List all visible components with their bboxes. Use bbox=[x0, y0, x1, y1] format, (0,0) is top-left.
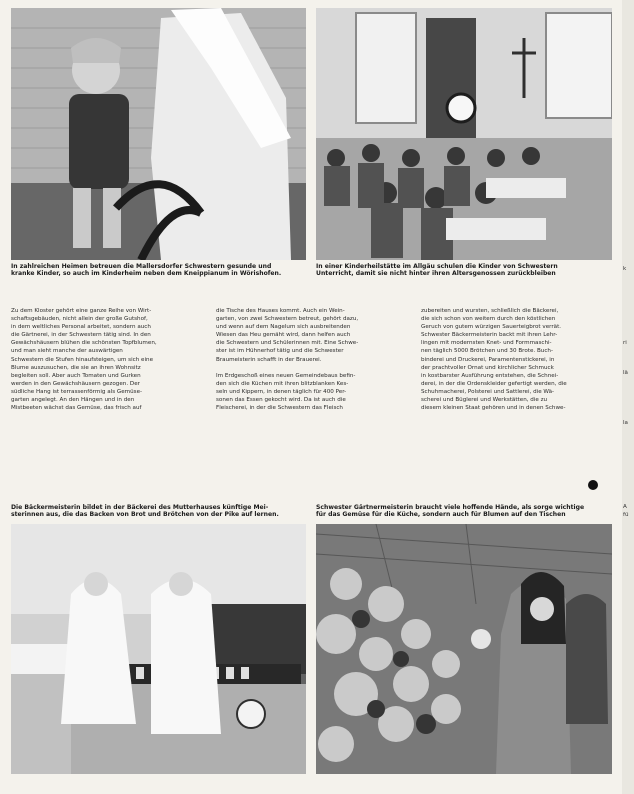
text-line: sonen das Essen gekocht wird. Da ist auch die bbox=[216, 397, 346, 404]
edge-letter: lä bbox=[623, 370, 628, 376]
text-column-1 bbox=[11, 307, 193, 455]
edge-letter: fü bbox=[623, 512, 629, 518]
text-line: der prachtvoller Ornat und kirchlicher Schmuck bbox=[421, 364, 554, 371]
text-line: Schwestern die Stufen hinaufsteigen, um sich eine bbox=[11, 356, 154, 363]
text-line: und wenn auf dem Nagelum sich ausbreitenden bbox=[216, 324, 351, 331]
text-column-3 bbox=[421, 307, 603, 455]
photo-nun-with-child bbox=[11, 8, 306, 260]
text-line: lingen mit modernsten Knet- und Formmaschi- bbox=[421, 340, 552, 347]
next-page-edge bbox=[622, 0, 634, 794]
text-line: südliche Hang ist terrassenförmig als Gemüse- bbox=[11, 388, 143, 395]
text-line: nen täglich 5000 Brötchen und 30 Brote. Buch- bbox=[421, 348, 553, 355]
text-line: Schwester Bäckermeisterin backt mit ihren Lehr- bbox=[421, 332, 558, 339]
text-line: garten angelegt. An den Hängen und in den bbox=[11, 397, 135, 404]
caption-top-right bbox=[316, 263, 612, 278]
text-column-2 bbox=[216, 307, 398, 455]
text-line: Geruch von gutem würzigen Sauerteigbrot verrät. bbox=[421, 324, 562, 331]
edge-letter: ri bbox=[623, 340, 627, 346]
text-line: werden in den Gewächshäusern gezogen. Der bbox=[11, 380, 140, 387]
text-line: Zu dem Kloster gehört eine ganze Reihe von Wirt- bbox=[11, 308, 152, 314]
text-line: die Tische des Hauses kommt. Auch ein Wein- bbox=[216, 308, 345, 314]
text-line: garten, von zwei Schwestern betreut, gehört dazu, bbox=[216, 316, 359, 323]
text-line: Braumeisterin schafft in der Brauerei. bbox=[216, 356, 322, 363]
caption-top-left bbox=[11, 263, 307, 278]
edge-letter: A bbox=[623, 504, 627, 510]
text-line: scherei und Büglerei und Werkstätten, die zu bbox=[421, 397, 548, 404]
caption-bottom-right bbox=[316, 504, 612, 519]
caption-line: Die Bäckermeisterin bildet in der Bäckerei des Mutterhauses künftige Mei- bbox=[11, 504, 269, 511]
photo-classroom bbox=[316, 8, 612, 260]
text-line: Gewächshäusern blühen die schönsten Topfblumen, bbox=[11, 340, 157, 347]
text-line: Fleischerei, in der die Schwestern das Fleisch bbox=[216, 405, 343, 412]
caption-line: Schwester Gärtnermeisterin braucht viele hoffende Hände, als sorge wichtige bbox=[316, 504, 585, 511]
text-line: diesem kleinen Staat gehören und in denen Schwe- bbox=[421, 405, 566, 412]
caption-line: Unterricht, damit sie nicht hinter ihren Altersgenossen zurückbleiben bbox=[316, 270, 556, 278]
registration-dot bbox=[588, 480, 598, 490]
text-line: den sich die Küchen mit ihren blitzblanken Kes- bbox=[216, 380, 349, 387]
photo-bakery bbox=[11, 524, 306, 774]
caption-line: sterinnen aus, die das Backen von Brot und Brötchen von der Pike auf lernen. bbox=[11, 511, 279, 519]
text-line: in dem weltliches Personal arbeitet, sondern auch bbox=[11, 324, 151, 331]
caption-line: kranke Kinder, so auch im Kinderheim neben dem Kneippianum in Wörishofen. bbox=[11, 270, 282, 278]
text-line: Mistbeeten wächst das Gemüse, das frisch auf bbox=[11, 405, 142, 412]
edge-letter: k bbox=[623, 266, 627, 272]
text-line: die Gärtnerei, in der Schwestern tätig sind. In den bbox=[11, 332, 151, 339]
text-line: Blume auszusuchen, die sie an ihren Wohnsitz bbox=[11, 364, 141, 371]
text-line: Im Erdgeschoß eines neuen Gemeindebaus befin- bbox=[216, 372, 356, 379]
photo-greenhouse bbox=[316, 524, 612, 774]
text-line: begleiten soll. Aber auch Tomaten und Gurken bbox=[11, 372, 141, 379]
text-line: in kostbarster Ausführung entstehen, die Schnei- bbox=[421, 372, 559, 379]
caption-line: In einer Kinderheilstätte im Allgäu schulen die Kinder von Schwestern bbox=[316, 263, 558, 270]
text-line: und man sieht manche der auswärtigen bbox=[11, 348, 123, 355]
edge-letter: la bbox=[623, 420, 628, 426]
text-line: derei, in der die Ordenskleider gefertigt werden, die bbox=[421, 380, 567, 387]
text-line: Schuhmacherei, Polsterei und Sattlerei, die Wä- bbox=[421, 388, 555, 395]
text-line: die Schwestern und Schülerinnen mit. Eine Schwe- bbox=[216, 340, 359, 347]
text-line bbox=[216, 364, 398, 372]
text-line: binderei und Druckerei, Paramentenstickerei, in bbox=[421, 356, 555, 363]
text-line: seln und Kippern, in denen täglich für 400 Per- bbox=[216, 388, 347, 395]
text-line: Wiesen das Heu gemäht wird, dann helfen auch bbox=[216, 332, 351, 339]
text-line: ster ist im Hühnerhof tätig und die Schwester bbox=[216, 348, 344, 355]
text-line: zubereiten und wursten, schließlich die Bäckerei, bbox=[421, 308, 559, 314]
text-line: die sich schon von weitem durch den köstlichen bbox=[421, 316, 556, 323]
caption-line: für das Gemüse für die Küche, sondern auch für Blumen auf den Tischen bbox=[316, 511, 566, 519]
caption-line: In zahlreichen Heimen betreuen die Mallersdorfer Schwestern gesunde und bbox=[11, 263, 272, 270]
text-line: schaftsgebäuden, nicht allein der große Gutshof, bbox=[11, 316, 148, 323]
caption-bottom-left bbox=[11, 504, 307, 519]
